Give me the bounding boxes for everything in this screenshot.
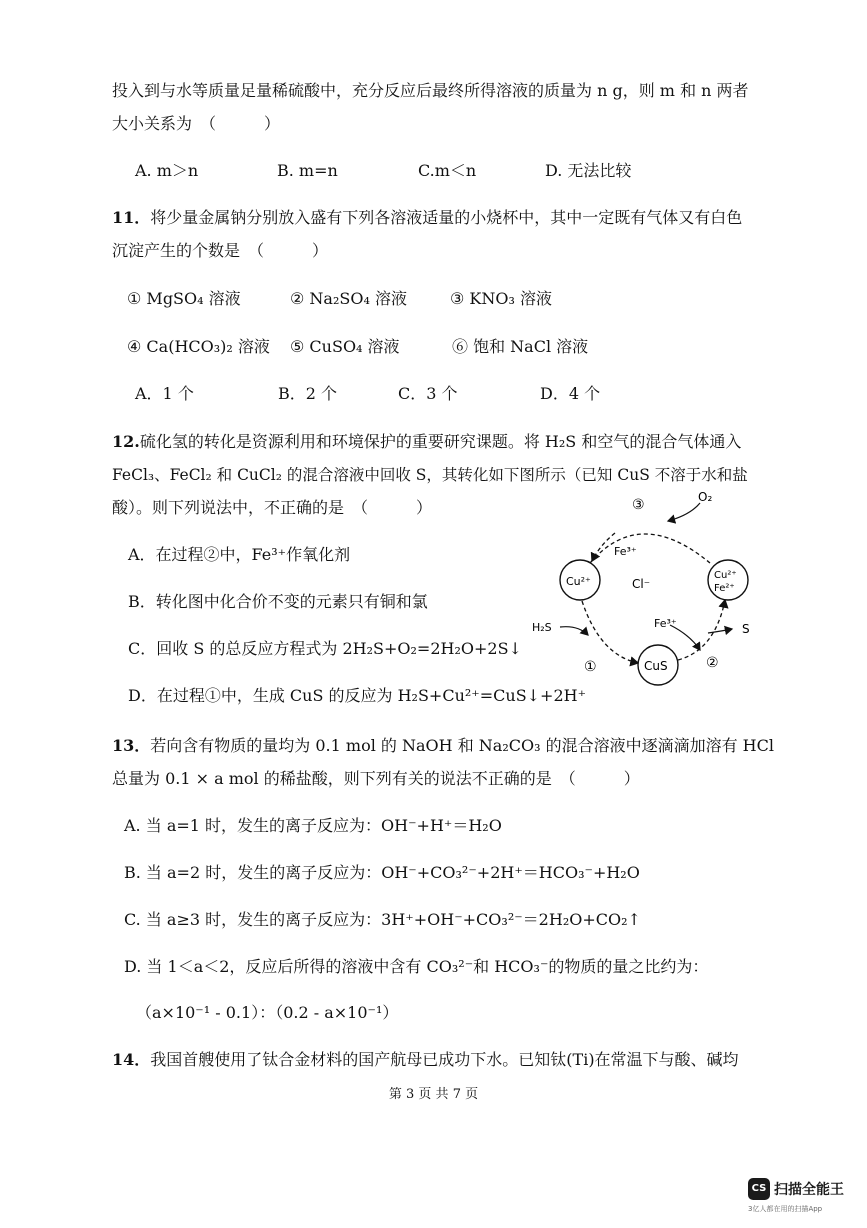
q14-stem-text: 我国首艘使用了钛合金材料的国产航母已成功下水。已知钛(Ti)在常温下与酸、碱均 [150, 1050, 739, 1069]
scanner-watermark [748, 1176, 860, 1222]
cycle-arc-left [582, 601, 638, 663]
q10-stem-line1: 投入到与水等质量足量稀硫酸中，充分反应后最终所得溶液的质量为 n g，则 m 和 n 两者 [112, 81, 749, 100]
q12-option-a: A．在过程②中，Fe³⁺作氧化剂 [128, 545, 351, 564]
q10-option-c: C.m＜n [418, 161, 477, 180]
fe3-top-label: Fe³⁺ [614, 545, 637, 558]
q10-option-a: A. m＞n [135, 161, 199, 180]
cl-label: Cl⁻ [632, 577, 651, 591]
q13-option-b: B. 当 a=2 时，发生的离子反应为：OH⁻+CO₃²⁻+2H⁺＝HCO₃⁻+H₂O [124, 863, 640, 882]
o2-label: O₂ [698, 490, 713, 504]
q12-option-b: B．转化图中化合价不变的元素只有铜和氯 [128, 592, 428, 611]
q11-number: 11． [112, 208, 151, 227]
s-label: S [742, 622, 750, 636]
page-footer: 第 3 页 共 7 页 [388, 1087, 479, 1102]
q11-item-1: ① MgSO₄ 溶液 [127, 289, 241, 308]
q11-item-5: ⑤ CuSO₄ 溶液 [290, 337, 400, 356]
q12-stem-line3: 酸）。则下列说法中，不正确的是 （ ） [112, 498, 433, 517]
q12-stem-text: 硫化氢的转化是资源利用和环境保护的重要研究课题。将 H₂S 和空气的混合气体通入 [139, 432, 742, 451]
q10-stem-line2: 大小关系为 （ ） [112, 114, 281, 133]
scanner-tagline: 3亿人都在用的扫描App [748, 1205, 823, 1213]
q11-stem-text: 将少量金属钠分别放入盛有下列各溶液适量的小烧杯中，其中一定既有气体又有白色 [150, 208, 743, 227]
q13-option-d: D. 当 1＜a＜2，反应后所得的溶液中含有 CO₃²⁻和 HCO₃⁻的物质的量之比约为： [124, 957, 709, 976]
q11-item-6: ⑥ 饱和 NaCl 溶液 [452, 337, 589, 356]
q12-conversion-diagram [520, 485, 780, 695]
scanner-logo-icon: CS [748, 1178, 770, 1200]
h2s-arrow [560, 627, 588, 635]
s-arrow [708, 629, 732, 633]
step2-label: ② [706, 655, 719, 671]
q12-number: 12. [112, 432, 140, 451]
q12-stem-line2: FeCl₃、FeCl₂ 和 CuCl₂ 的混合溶液中回收 S，其转化如下图所示（已知 CuS 不溶于水和盐 [112, 466, 748, 484]
q13-option-c: C. 当 a≥3 时，发生的离子反应为：3H⁺+OH⁻+CO₃²⁻＝2H₂O+CO₂↑ [124, 910, 641, 929]
q12-stem-line1 [112, 431, 741, 453]
q13-option-d-continuation: （a×10⁻¹ - 0.1）：（0.2 - a×10⁻¹） [136, 1003, 399, 1022]
right-cu2-label: Cu²⁺ [714, 570, 737, 581]
q14-number: 14． [112, 1050, 151, 1069]
q13-option-a: A. 当 a=1 时，发生的离子反应为：OH⁻+H⁺＝H₂O [124, 816, 502, 835]
q11-option-d: D．4 个 [540, 384, 601, 403]
q11-stem-line1 [112, 207, 742, 229]
scanner-app-name: 扫描全能王 [774, 1182, 844, 1198]
o2-arrow [668, 503, 700, 521]
cu2-label: Cu²⁺ [566, 575, 591, 588]
q12-option-c: C．回收 S 的总反应方程式为 2H₂S+O₂=2H₂O+2S↓ [128, 639, 522, 658]
q13-stem-text: 若向含有物质的量均为 0.1 mol 的 NaOH 和 Na₂CO₃ 的混合溶液中逐滴滴加溶有 HCl [150, 736, 774, 755]
q11-option-a: A．1 个 [135, 384, 194, 403]
q14-stem-line1 [112, 1049, 739, 1071]
q13-stem-line2: 总量为 0.1 × a mol 的稀盐酸，则下列有关的说法不正确的是 （ ） [112, 769, 640, 788]
q11-item-2: ② Na₂SO₄ 溶液 [290, 289, 407, 308]
step3-label: ③ [632, 497, 645, 513]
q11-option-c: C．3 个 [398, 384, 458, 403]
q12-option-d: D．在过程①中，生成 CuS 的反应为 H₂S+Cu²⁺=CuS↓+2H⁺ [128, 686, 587, 705]
q13-stem-line1 [112, 735, 774, 757]
q13-number: 13． [112, 736, 151, 755]
cus-label: CuS [644, 659, 668, 673]
right-fe2-label: Fe²⁺ [714, 583, 735, 594]
q11-item-3: ③ KNO₃ 溶液 [450, 289, 553, 308]
q10-option-b: B. m=n [277, 161, 338, 180]
fe3-bottom-label: Fe³⁺ [654, 617, 677, 630]
step1-label: ① [584, 659, 597, 675]
h2s-label: H₂S [532, 621, 552, 634]
q11-stem-line2: 沉淀产生的个数是 （ ） [112, 241, 329, 260]
cycle-arc-right [678, 600, 725, 660]
q10-option-d: D. 无法比较 [545, 161, 632, 180]
q11-option-b: B．2 个 [278, 384, 338, 403]
q11-item-4: ④ Ca(HCO₃)₂ 溶液 [127, 337, 270, 356]
